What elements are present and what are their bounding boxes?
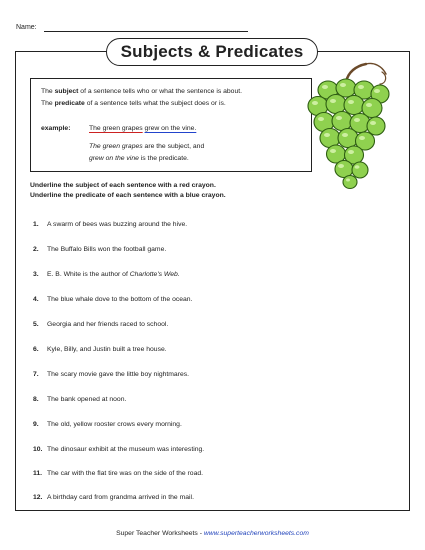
question-item[interactable] xyxy=(33,420,182,430)
question-text: E. B. White is the author of xyxy=(47,271,130,278)
footer-url-link[interactable]: www.superteacherworksheets.com xyxy=(203,530,309,537)
predicate-def-pre: The xyxy=(41,100,55,107)
question-text: Georgia and her friends raced to school. xyxy=(47,321,169,328)
question-item[interactable] xyxy=(33,370,189,380)
question-item[interactable] xyxy=(33,320,168,330)
predicate-term: predicate xyxy=(54,100,85,107)
example-subject: The green grapes xyxy=(89,125,143,132)
question-text: The bank opened at noon. xyxy=(47,396,127,403)
subject-term: subject xyxy=(54,88,79,95)
question-number: 8. xyxy=(33,396,39,403)
question-number: 10. xyxy=(33,446,43,453)
question-number: 3. xyxy=(33,271,39,278)
definition-box xyxy=(30,78,312,172)
grapes-icon xyxy=(302,60,394,190)
question-item[interactable] xyxy=(33,493,194,503)
subject-def-pre: The xyxy=(41,88,55,95)
question-number: 5. xyxy=(33,321,39,328)
question-item[interactable] xyxy=(33,220,187,230)
question-text: The blue whale dove to the bottom of the ocean. xyxy=(47,296,193,303)
footer-site-name: Super Teacher Worksheets xyxy=(116,530,198,537)
footer xyxy=(0,530,425,537)
subject-definition xyxy=(41,87,242,96)
question-number: 9. xyxy=(33,421,39,428)
question-text: The car with the flat tire was on the side of the road. xyxy=(47,470,204,477)
question-item[interactable] xyxy=(33,270,180,280)
question-item[interactable] xyxy=(33,245,166,255)
example-sentence xyxy=(89,124,196,133)
predicate-definition xyxy=(41,99,226,108)
footer-separator: - xyxy=(197,530,204,537)
example-explanation-2 xyxy=(89,154,189,163)
question-item[interactable] xyxy=(33,295,192,305)
question-number: 6. xyxy=(33,346,39,353)
explanation-subject: The green grapes xyxy=(89,143,143,150)
name-label: Name: xyxy=(16,24,37,31)
question-number: 1. xyxy=(33,221,39,228)
explanation-predicate: grew on the vine xyxy=(89,155,139,162)
question-item[interactable] xyxy=(33,345,167,355)
question-text: A birthday card from grandma arrived in the mail. xyxy=(47,494,194,501)
example-explanation-1 xyxy=(89,142,204,151)
question-text: Kyle, Billy, and Justin built a tree house. xyxy=(47,346,167,353)
subject-def-post: of a sentence tells who or what the sentence is about. xyxy=(78,88,243,95)
question-number: 7. xyxy=(33,371,39,378)
question-text: The old, yellow rooster crows every morning. xyxy=(47,421,182,428)
question-number: 4. xyxy=(33,296,39,303)
instruction-predicate: Underline the predicate of each sentence with a blue crayon. xyxy=(30,192,226,199)
title-banner xyxy=(106,38,318,66)
question-text: The dinosaur exhibit at the museum was interesting. xyxy=(47,446,205,453)
predicate-def-post: of a sentence tells what the subject does or is. xyxy=(84,100,226,107)
question-item[interactable] xyxy=(33,469,203,479)
name-write-line[interactable] xyxy=(44,31,248,32)
question-text: The scary movie gave the little boy nightmares. xyxy=(47,371,190,378)
instruction-subject: Underline the subject of each sentence with a red crayon. xyxy=(30,182,216,189)
question-item[interactable] xyxy=(33,445,204,455)
example-predicate: grew on the vine. xyxy=(144,125,197,132)
explanation-1-rest: are the subject, and xyxy=(142,143,205,150)
question-text: A swarm of bees was buzzing around the hive. xyxy=(47,221,188,228)
question-text: The Buffalo Bills won the football game. xyxy=(47,246,167,253)
page-title: Subjects & Predicates xyxy=(120,42,304,61)
question-number: 2. xyxy=(33,246,39,253)
question-item[interactable] xyxy=(33,395,126,405)
explanation-2-rest: is the predicate. xyxy=(138,155,189,162)
example-label: example: xyxy=(41,125,71,132)
question-italic-tail: Charlotte's Web. xyxy=(129,271,180,278)
question-number: 12. xyxy=(33,494,43,501)
question-number: 11. xyxy=(33,470,43,477)
